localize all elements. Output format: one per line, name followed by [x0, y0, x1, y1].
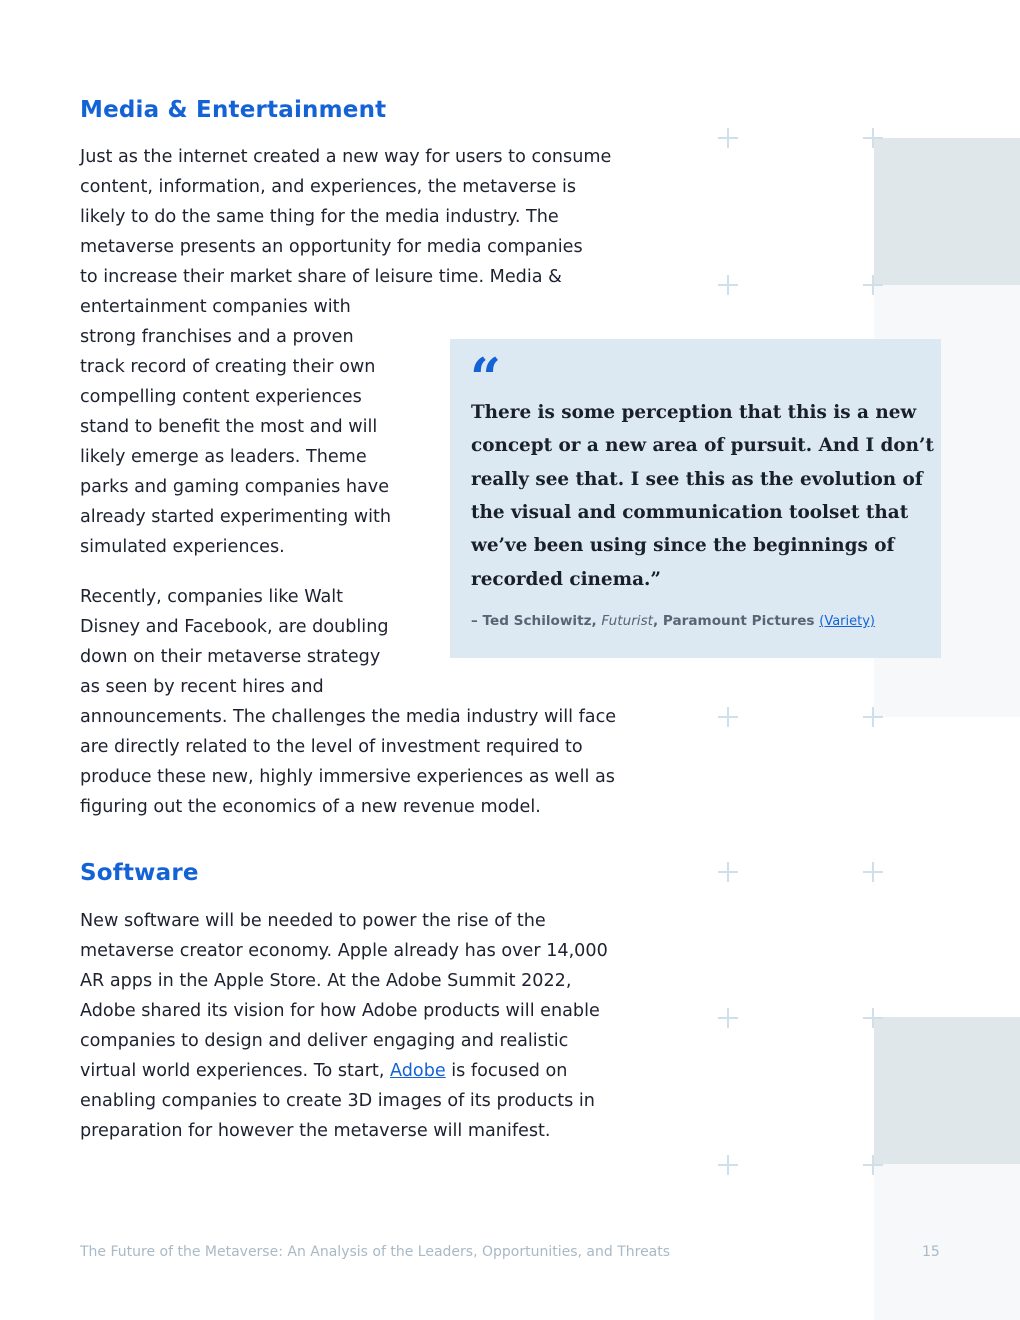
attribution-org: , Paramount Pictures: [653, 613, 815, 629]
quote-mark-icon: “: [470, 346, 502, 410]
text-line: as seen by recent hires and: [80, 677, 324, 697]
adobe-link[interactable]: Adobe: [390, 1061, 446, 1081]
text-line: parks and gaming companies have: [80, 477, 390, 497]
decorative-panel-light-bottom: [874, 1164, 1020, 1320]
text-line: likely to do the same thing for the media industry. The: [80, 207, 559, 227]
text-line: are directly related to the level of investment required to: [80, 737, 583, 757]
text-line: produce these new, highly immersive experiences as well as: [80, 767, 615, 787]
plus-icon: [718, 128, 738, 148]
text-line: metaverse presents an opportunity for media companies: [80, 237, 583, 257]
attribution-role: Futurist: [601, 613, 653, 629]
text-line: companies to design and deliver engaging and realistic: [80, 1031, 569, 1051]
quote-line: recorded cinema.”: [471, 569, 661, 590]
quote-attribution: [471, 613, 875, 629]
text-line: likely emerge as leaders. Theme: [80, 447, 367, 467]
decorative-panel-top: [874, 138, 1020, 285]
text-line-with-link: [80, 1056, 567, 1086]
text-line: compelling content experiences: [80, 387, 362, 407]
decorative-panel-bottom: [874, 1017, 1020, 1164]
plus-icon: [863, 275, 883, 295]
text-line: already started experimenting with: [80, 507, 392, 527]
quote-line: the visual and communication toolset that: [471, 502, 909, 523]
plus-icon: [718, 1008, 738, 1028]
plus-icon: [718, 275, 738, 295]
quote-line: we’ve been using since the beginnings of: [471, 535, 895, 556]
text-line: AR apps in the Apple Store. At the Adobe Summit 2022,: [80, 971, 572, 991]
text-line: track record of creating their own: [80, 357, 376, 377]
page-number: 15: [922, 1244, 940, 1260]
section-heading-media: Media & Entertainment: [80, 97, 387, 123]
text-line: to increase their market share of leisure time. Media &: [80, 267, 562, 287]
text-line: Recently, companies like Walt: [80, 587, 344, 607]
text-line: enabling companies to create 3D images of its products in: [80, 1091, 595, 1111]
footer-document-title: The Future of the Metaverse: An Analysis of the Leaders, Opportunities, and Threats: [80, 1244, 671, 1260]
section-heading-software: Software: [80, 860, 199, 886]
text-line: Disney and Facebook, are doubling: [80, 617, 389, 637]
text-fragment: is focused on: [445, 1061, 568, 1081]
text-line: simulated experiences.: [80, 537, 285, 557]
text-line: figuring out the economics of a new revenue model.: [80, 797, 541, 817]
text-line: announcements. The challenges the media industry will face: [80, 707, 617, 727]
variety-source-link[interactable]: (Variety): [819, 614, 875, 629]
plus-icon: [863, 707, 883, 727]
text-line: stand to benefit the most and will: [80, 417, 378, 437]
text-line: New software will be needed to power the rise of the: [80, 911, 546, 931]
quote-line: concept or a new area of pursuit. And I don’t: [471, 435, 934, 456]
plus-icon: [863, 1155, 883, 1175]
text-line: metaverse creator economy. Apple already has over 14,000: [80, 941, 608, 961]
quote-line: There is some perception that this is a new: [471, 402, 917, 423]
text-line: Just as the internet created a new way for users to consume: [80, 147, 612, 167]
plus-icon: [863, 1008, 883, 1028]
text-line: down on their metaverse strategy: [80, 647, 381, 667]
plus-icon: [718, 707, 738, 727]
text-line: strong franchises and a proven: [80, 327, 354, 347]
plus-icon: [718, 862, 738, 882]
text-line: preparation for however the metaverse will manifest.: [80, 1121, 551, 1141]
plus-icon: [718, 1155, 738, 1175]
text-line: entertainment companies with: [80, 297, 351, 317]
plus-icon: [863, 862, 883, 882]
text-fragment: virtual world experiences. To start,: [80, 1061, 391, 1081]
quote-line: really see that. I see this as the evolution of: [471, 469, 923, 490]
plus-icon: [863, 128, 883, 148]
text-line: Adobe shared its vision for how Adobe products will enable: [80, 1001, 600, 1021]
attribution-name: – Ted Schilowitz,: [471, 613, 597, 629]
text-line: content, information, and experiences, the metaverse is: [80, 177, 577, 197]
